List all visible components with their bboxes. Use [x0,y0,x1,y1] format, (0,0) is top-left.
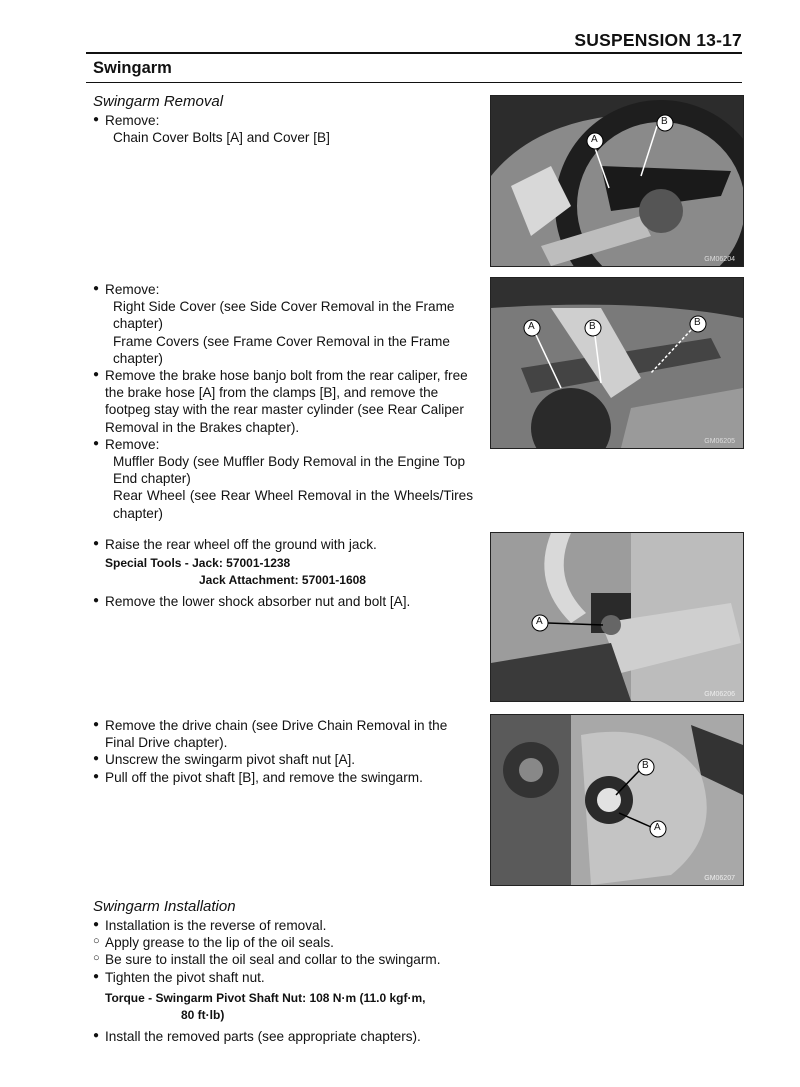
callout-label: A [528,321,535,332]
step-item: Rear Wheel (see Rear Wheel Removal in the Wheels/Tires chapter) [113,488,473,521]
torque-line: Torque - Swingarm Pivot Shaft Nut: 108 N·m (11.0 kgf·m, [105,990,426,1005]
bullet-text: ● Remove: [93,436,473,453]
torque-line: 80 ft·lb) [181,1007,225,1022]
removal-step-2 [93,281,473,522]
step-item: Chain Cover Bolts [A] and Cover [B] [113,130,330,146]
photo-chain-cover [490,95,744,267]
callout-label: A [536,616,543,627]
photo-code: GM06206 [704,691,735,698]
installation-steps [93,917,493,1045]
photo-shock-absorber [490,532,744,702]
callout-label: B [661,116,668,127]
section-title: Swingarm [93,59,172,77]
note-text: ○ Be sure to install the oil seal and collar to the swingarm. [93,951,493,968]
photo-code: GM06207 [704,875,735,882]
photo-code: GM06204 [704,256,735,263]
photo-code: GM06205 [704,438,735,445]
callout-label: B [642,760,649,771]
bullet-text: ● Remove the brake hose banjo bolt from the rear caliper, free the brake hose [A] from the clamps [B], and remove the footpeg stay with the rear master cylinder (see Rear Caliper Removal in the Brakes chapter). [93,367,473,436]
step-item: Frame Covers (see Frame Cover Removal in the Frame chapter) [113,333,450,366]
bullet-text: ● Tighten the pivot shaft nut. [93,969,493,986]
step-item: Right Side Cover (see Side Cover Removal in the Frame chapter) [113,299,455,332]
section-rule [86,82,742,83]
page-header-title: SUSPENSION 13-17 [574,30,742,50]
bullet-text: ● Remove: [93,112,473,129]
bullet-text: ● Remove: [93,281,473,298]
removal-step-1 [93,112,473,146]
bullet-text: ● Install the removed parts (see appropriate chapters). [93,1028,493,1045]
photo-brake-hose [490,277,744,449]
bullet-text: ● Raise the rear wheel off the ground with jack. [93,536,473,553]
step-item: Muffler Body (see Muffler Body Removal in the Engine Top End chapter) [113,454,466,487]
bullet-text: ● Installation is the reverse of removal. [93,917,493,934]
removal-heading: Swingarm Removal [93,93,224,110]
bullet-text: ● Remove the lower shock absorber nut and bolt [A]. [93,593,473,610]
special-tools-line: Special Tools - Jack: 57001-1238 [105,556,291,571]
removal-step-4 [93,717,473,786]
callout-label: B [589,321,596,332]
removal-step-3 [93,536,473,610]
header-rule [86,52,742,54]
installation-heading: Swingarm Installation [93,898,236,915]
photo-pivot-shaft [490,714,744,886]
special-tools-line: Jack Attachment: 57001-1608 [199,573,366,588]
note-text: ○ Apply grease to the lip of the oil seals. [93,934,493,951]
callout-label: A [591,134,598,145]
callout-label: A [654,822,661,833]
callout-label: B [694,317,701,328]
bullet-text: ● Pull off the pivot shaft [B], and remove the swingarm. [93,769,473,786]
bullet-text: ● Unscrew the swingarm pivot shaft nut [A]. [93,751,473,768]
bullet-text: ● Remove the drive chain (see Drive Chain Removal in the Final Drive chapter). [93,717,473,751]
